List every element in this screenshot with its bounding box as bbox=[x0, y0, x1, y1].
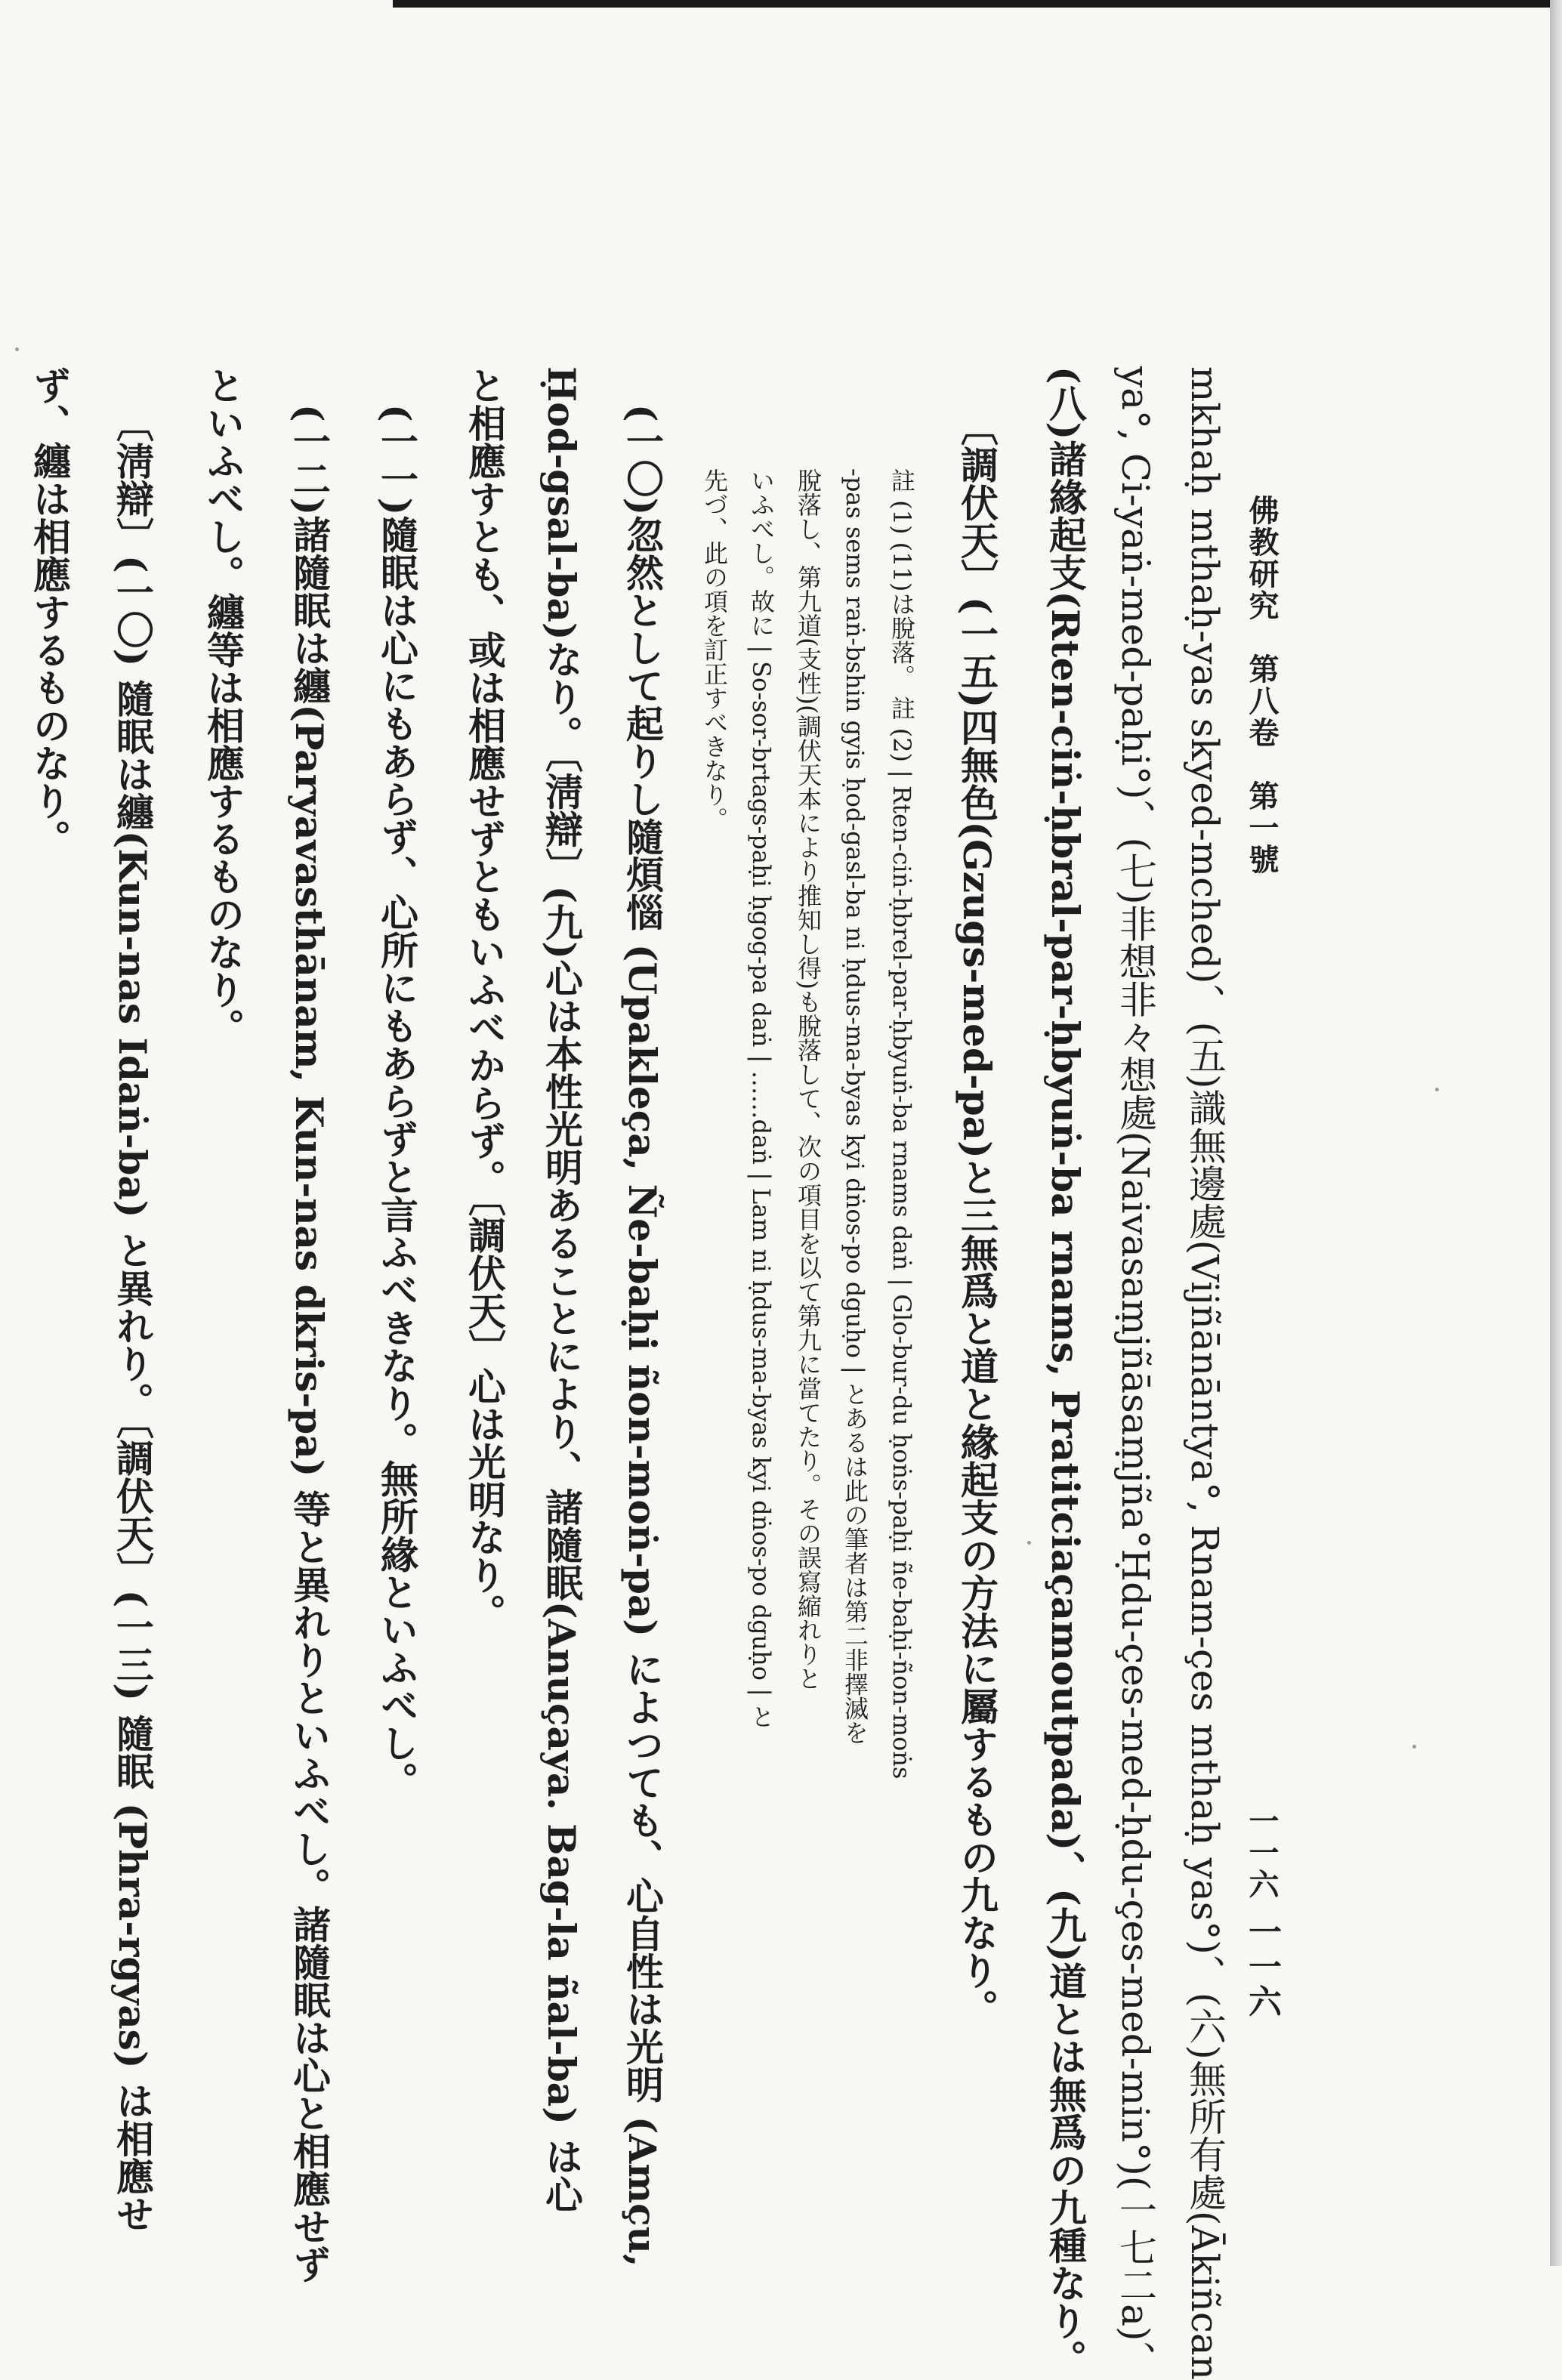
top-border-rule bbox=[393, 0, 1562, 8]
journal-header: 佛教研究 第八卷 第一號 bbox=[1244, 495, 1280, 875]
footnote-line-2: -pas sems raṅ-bshin gyis ḥod-gasl-ba ni ḥdus-ma-byas kyi dṅos-po dguḥo | とあるは此の筆者は第二非擇滅を bbox=[841, 468, 869, 1745]
body-line-4: 〔調伏天〕(一五)四無色(Gzugs-med-pa)と三無爲と道と緣起支の方法に屬するもの九なり。 bbox=[955, 408, 999, 2027]
body-line-12: ず、纏は相應するものなり。 bbox=[27, 366, 72, 857]
paper-speck bbox=[15, 347, 19, 351]
scan-edge-shadow bbox=[1550, 0, 1562, 2266]
body-line-1: mkhaḥ mthaḥ-yas skyed-mched)、(五)識無邊處(Vijñānāntya°, Rnam-çes mthaḥ yas°)、(六)無所有處(Ākiñcan bbox=[1183, 366, 1227, 2380]
body-line-3: (八)諸緣起支(Rten-ciṅ-ḥbral-par-ḥbyuṅ-ba rnams, Pratitciaçamoutpada)、(九)道とは無爲の九種なり。 bbox=[1043, 366, 1088, 2378]
page-number-printed: 一一六 bbox=[1244, 1805, 1280, 1900]
footnote-line-4: いふべし。故に | So-sor-brtags-paḥi ḥgog-pa daṅ | ……daṅ | Lam ni ḥdus-ma-byas kyi dṅos-po dguḥo | と bbox=[747, 468, 776, 1729]
body-line-6: Ḥod-gsal-ba)なり。〔淸辯〕(九)心は本性光明あることにより、諸隨眠(Anuçaya. Bag-la ñal-ba) は心 bbox=[539, 366, 584, 2214]
paper-speck bbox=[1435, 1088, 1439, 1091]
footnote-line-1: 註 (1) (11)は脫落。 註 (2) | Rten-ciṅ-ḥbrel-par-ḥbyuṅ-ba rnams daṅ | Glo-bur-du ḥoṅs-paḥi ñe-baḥi-ñon-moṅs bbox=[888, 468, 916, 1780]
footnote-line-3: 脫落し、第九道(支性)(調伏天本により推知し得)も脫落して、次の項目を以て第九に當てたり。その誤寫縮れりと bbox=[794, 468, 823, 1690]
body-line-8: (一一)隨眠は心にもあらず、心所にもあらずと言ふべきなり。無所緣といふべし。 bbox=[375, 404, 419, 1800]
body-line-5: (一〇)忽然として起りし隨煩惱 (Upakleça, Ñe-baḥi ñon-moṅ-pa) によつても、心自性は光明 (Amçu, bbox=[620, 404, 665, 2267]
footnote-line-5: 先づ、此の項を訂正すべきなり。 bbox=[700, 468, 729, 831]
paper-speck bbox=[1412, 1745, 1416, 1749]
body-line-2: ya°, Ci-yaṅ-med-paḥi°)、(七)非想非々想處(Naivasaṃjñāsaṃjña°Ḥdu-çes-med-ḥdu-çes-med-min°)(一七二a)、 bbox=[1113, 366, 1157, 2379]
paper-speck bbox=[1027, 1541, 1031, 1545]
body-line-11: 〔淸辯〕(一〇) 隨眠は纏(Kun-nas Idaṅ-ba) と異れり。〔調伏天〕(一三) 隨眠 (Phra-rgyas) は相應せ bbox=[110, 404, 155, 2233]
page-number-handwritten: 一一六 bbox=[1242, 1915, 1281, 2019]
body-line-7: と相應すとも、或は相應せずともいふべからず。〔調伏天〕心は光明なり。 bbox=[462, 366, 507, 1631]
body-line-10: といふべし。纏等は相應するものなり。 bbox=[201, 366, 245, 1046]
body-line-9: (一二)諸隨眠は纏(Paryavasthānam, Kun-nas dkris-pa) 等と異れりといふべし。諸隨眠は心と相應せず bbox=[287, 404, 332, 2283]
